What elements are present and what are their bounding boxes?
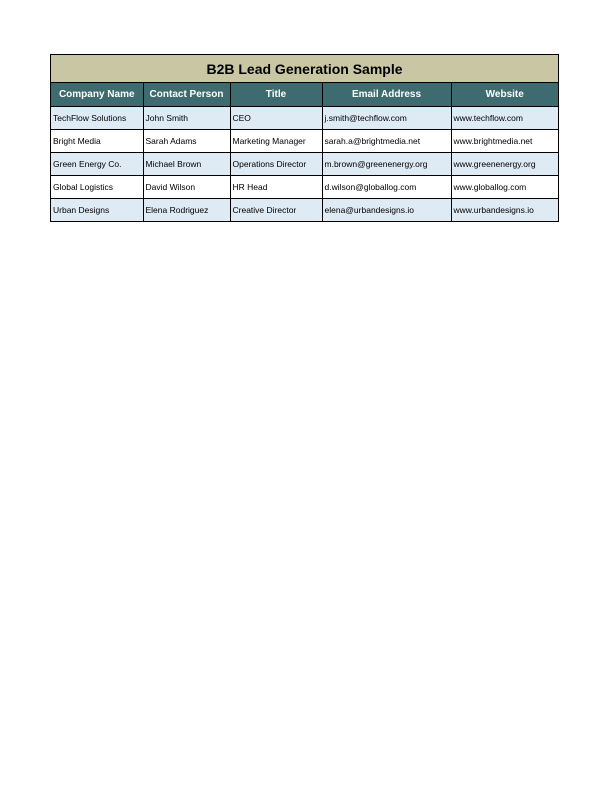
cell-website: www.techflow.com: [451, 107, 558, 130]
cell-contact-person: Sarah Adams: [143, 130, 230, 153]
lead-table: [51, 83, 558, 221]
cell-contact-person: Elena Rodriguez: [143, 199, 230, 222]
cell-website: www.greenenergy.org: [451, 153, 558, 176]
cell-website: www.brightmedia.net: [451, 130, 558, 153]
cell-company-name: Urban Designs: [51, 199, 143, 222]
cell-email: j.smith@techflow.com: [322, 107, 451, 130]
cell-contact-person: Michael Brown: [143, 153, 230, 176]
cell-title: Marketing Manager: [230, 130, 322, 153]
cell-email: sarah.a@brightmedia.net: [322, 130, 451, 153]
cell-title: CEO: [230, 107, 322, 130]
lead-table-sheet: [50, 54, 559, 222]
cell-website: www.globallog.com: [451, 176, 558, 199]
table-row: [51, 176, 558, 199]
table-row: [51, 130, 558, 153]
cell-company-name: Green Energy Co.: [51, 153, 143, 176]
cell-contact-person: David Wilson: [143, 176, 230, 199]
cell-email: elena@urbandesigns.io: [322, 199, 451, 222]
table-title: B2B Lead Generation Sample: [51, 55, 558, 83]
header-website: Website: [451, 83, 558, 107]
header-contact-person: Contact Person: [143, 83, 230, 107]
cell-title: Creative Director: [230, 199, 322, 222]
cell-title: Operations Director: [230, 153, 322, 176]
cell-contact-person: John Smith: [143, 107, 230, 130]
header-title: Title: [230, 83, 322, 107]
cell-website: www.urbandesigns.io: [451, 199, 558, 222]
table-row: [51, 199, 558, 222]
cell-company-name: TechFlow Solutions: [51, 107, 143, 130]
cell-company-name: Bright Media: [51, 130, 143, 153]
header-email-address: Email Address: [322, 83, 451, 107]
cell-email: d.wilson@globallog.com: [322, 176, 451, 199]
header-company-name: Company Name: [51, 83, 143, 107]
table-row: [51, 153, 558, 176]
cell-company-name: Global Logistics: [51, 176, 143, 199]
table-row: [51, 107, 558, 130]
header-row: [51, 83, 558, 107]
cell-title: HR Head: [230, 176, 322, 199]
cell-email: m.brown@greenenergy.org: [322, 153, 451, 176]
